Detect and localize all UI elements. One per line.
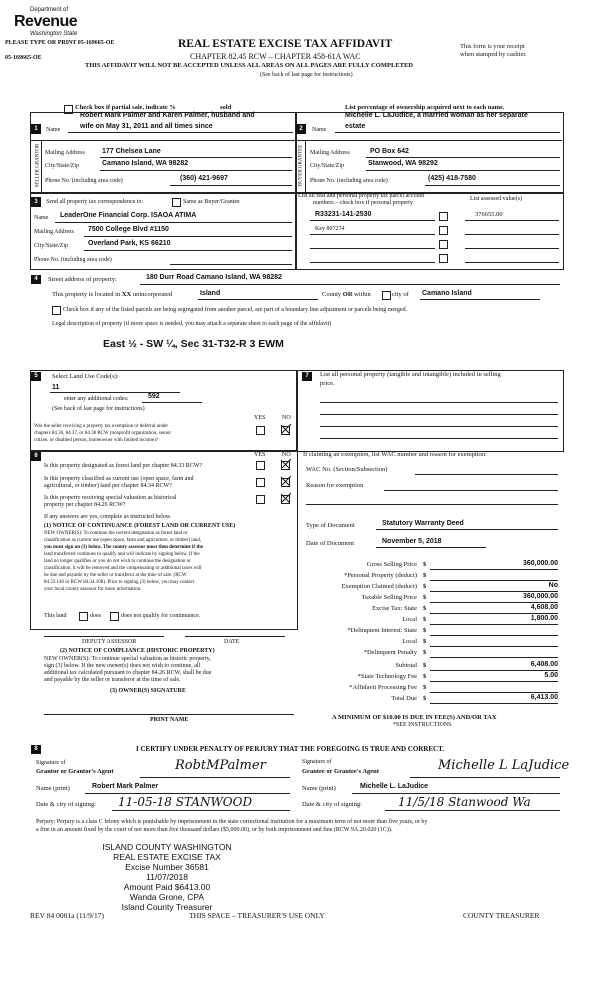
notice-2-line-2: sign (3) below. If the new owner(s) does not wish to continue, all — [44, 663, 201, 669]
minimum-fee-note: A MINIMUM OF $10.00 IS DUE IN FEE(S) AND/OR TAX — [332, 714, 497, 721]
personal-label-2: price. — [320, 380, 335, 387]
row-value: No — [548, 582, 558, 589]
row-currency: $ — [423, 627, 427, 634]
land-use-q1-no-checkbox[interactable] — [281, 426, 290, 435]
seller-name-label: Name — [46, 127, 61, 133]
grantee-signature: Michelle L LaJudice — [438, 758, 570, 773]
location-city: Camano Island — [422, 290, 472, 297]
grantee-sig-label-1: Signature of — [302, 759, 332, 765]
legal-desc-label: Legal description of property (if more space is needed, you may attach a separate sheet to each page of the affidavit) — [52, 321, 332, 327]
reason-label: Reason for exemption — [306, 482, 364, 489]
section-4-badge: 4 — [31, 275, 41, 284]
assessed-value: 376655.00 — [475, 211, 503, 218]
receipt-note-2: when stamped by cashier. — [460, 51, 527, 58]
city-of-label: city of — [392, 291, 409, 298]
row-currency: $ — [423, 695, 427, 702]
deputy-assessor-label: DEPUTY ASSESSOR — [82, 639, 137, 645]
row-currency: $ — [423, 572, 427, 579]
please-type-label: PLEASE TYPE OR PRINT 05-169665-OE — [5, 40, 115, 46]
checkmark-icon — [280, 458, 292, 470]
personal-property-section — [296, 370, 564, 452]
tax-mail-label: Mailing Address — [34, 229, 74, 235]
section-8-badge: 8 — [31, 745, 41, 754]
grantee-date-city: 11/5/18 Stanwood Wa — [398, 795, 531, 809]
same-as-buyer-checkbox[interactable] — [172, 198, 181, 207]
grantor-sig-label-1: Signature of — [36, 760, 66, 766]
receipt-note-1: This form is your receipt — [460, 43, 525, 50]
street-label: Street address of property: — [48, 276, 117, 283]
this-land-label: This land — [44, 613, 67, 619]
row-value: 360,000.00 — [522, 593, 558, 600]
section-2-badge: 2 — [296, 124, 306, 134]
row-value: 360,000.00 — [522, 560, 558, 567]
grantor-signature: RobtMPalmer — [175, 758, 266, 773]
personal-property-checkbox-4[interactable] — [439, 254, 448, 263]
personal-property-checkbox-1[interactable] — [439, 212, 448, 221]
forest-no: NO — [282, 452, 291, 458]
row-label: Exemption Claimed (deduct) — [341, 583, 417, 590]
grantor-date-label: Date & city of signing: — [36, 801, 96, 808]
row-value: 6,408.00 — [530, 661, 558, 668]
notice-1-line-1: NEW OWNER(S): To continue the current designation as forest land or — [44, 531, 188, 536]
notice-1-title: (1) NOTICE OF CONTINUANCE (FOREST LAND OR CURRENT USE) — [44, 523, 236, 529]
row-value: 5.00 — [544, 672, 558, 679]
land-not-qualify-checkbox[interactable] — [110, 612, 119, 621]
wac-label: WAC No. (Section/Subsection) — [306, 466, 388, 473]
segregate-checkbox[interactable] — [52, 306, 61, 315]
dept-of-label: Department of — [30, 7, 69, 13]
seller-mail-label: Mailing Address — [45, 150, 85, 156]
forest-yes: YES — [254, 452, 266, 458]
buyer-side-label: BUYER GRANTEE — [298, 144, 304, 187]
land-use-q1-c: citizen, or disabled person, homeowner with limited income)? — [34, 438, 158, 443]
land-use-yes: YES — [254, 415, 266, 421]
dept-revenue-logo: Revenue — [14, 13, 78, 30]
row-currency: $ — [423, 662, 427, 669]
dept-state-label: Washington State — [30, 31, 78, 37]
row-currency: $ — [423, 673, 427, 680]
doc-date: November 5, 2018 — [382, 538, 442, 545]
forest-q2-a: Is this property classified as current use (open space, farm and — [44, 476, 194, 482]
notice-1-line-4: land transferred continues to qualify and will indicate by signing below. If the — [44, 552, 200, 557]
land-use-q1-a: Was the seller receiving a property tax exemption or deferral under — [34, 424, 168, 429]
city-of-checkbox[interactable] — [382, 291, 391, 300]
seller-phone-label: Phone No. (including area code) — [45, 178, 123, 184]
row-label: *State Technology Fee — [357, 673, 417, 680]
personal-property-checkbox-2[interactable] — [439, 226, 448, 235]
checkmark-icon — [280, 492, 292, 504]
grantee-name-label: Name (print) — [302, 785, 336, 792]
form-title: REAL ESTATE EXCISE TAX AFFIDAVIT — [178, 38, 393, 50]
seller-side-label: SELLER GRANTOR — [35, 143, 41, 188]
forest-q3-b: property per chapter 84.26 RCW? — [44, 502, 126, 508]
notice-2-line-3: additional tax calculated pursuant to chapter 84.26 RCW, shall be due — [44, 670, 212, 676]
street-address: 180 Durr Road Camano Island, WA 98282 — [146, 274, 282, 281]
partial-sale-label: Check box if partial sale, indicate % — [75, 104, 176, 111]
buyer-city: Stanwood, WA 98292 — [368, 160, 438, 167]
parcel-key: Key 807274 — [315, 226, 345, 232]
row-value: 1,800.00 — [530, 615, 558, 622]
land-use-see: (See back of last page for instructions) — [52, 406, 145, 412]
notice-1-line-5: land no longer qualifies or you do not wish to continue the designation or — [44, 559, 191, 564]
seller-mail: 177 Chelsea Lane — [102, 148, 161, 155]
forest-q3-yes[interactable] — [256, 495, 265, 504]
form-revision: REV 84 0001a (11/9/17) — [30, 911, 104, 920]
see-back-note: (See back of last page for instructions) — [260, 72, 353, 78]
notice-1-line-8: 84.33.140 or RCW 84.34.108). Prior to signing (3) below, you may contact — [44, 580, 195, 585]
notice-1-line-9: your local county assessor for more information. — [44, 587, 142, 592]
grantee-sig-label-2: Grantee or Grantee's Agent — [302, 768, 379, 775]
land-use-code: 11 — [52, 384, 60, 391]
row-label: *Delinquent Penalty — [363, 649, 417, 656]
notice-2-title: (2) NOTICE OF COMPLIANCE (HISTORIC PROPERTY) — [60, 648, 215, 654]
notice-2-line-1: NEW OWNER(S): To continue special valuation as historic property, — [44, 656, 211, 662]
grantor-name-label: Name (print) — [36, 785, 70, 792]
grantee-date-label: Date & city of signing: — [302, 801, 362, 808]
assessed-header-1: List assessed value(s) — [470, 196, 522, 202]
stamp-line-3: Excise Number 36581 — [125, 862, 209, 872]
location-county: Island — [200, 290, 221, 297]
owner-signature-label: (3) OWNER(S) SIGNATURE — [110, 688, 186, 694]
grantor-date-city: 11-05-18 STANWOOD — [118, 795, 253, 809]
doc-type-label: Type of Document — [306, 522, 355, 529]
section-5-badge: 5 — [31, 372, 41, 381]
not-accepted-notice: THIS AFFIDAVIT WILL NOT BE ACCEPTED UNLESS ALL AREAS ON ALL PAGES ARE FULLY COMPLETED — [85, 62, 413, 69]
see-instructions-note: *SEE INSTRUCTIONS — [393, 722, 452, 728]
tax-phone-label: Phone No. (including area code) — [34, 257, 112, 263]
stamp-line-7: Island County Treasurer — [121, 902, 213, 912]
treasurer-use-only: THIS SPACE – TREASURER'S USE ONLY — [189, 911, 325, 920]
partial-sold-label: sold — [220, 104, 232, 111]
tax-city-label: City/State/Zip — [34, 243, 68, 249]
forest-if-yes: If any answers are yes, complete as instructed below. — [44, 514, 172, 520]
row-currency: $ — [423, 594, 427, 601]
land-use-label: Select Land Use Code(s): — [52, 373, 119, 380]
land-use-no: NO — [282, 415, 291, 421]
row-label: Excise Tax: State — [372, 605, 417, 612]
additional-codes-label: enter any additional codes: — [64, 396, 129, 402]
row-value: 6,413.00 — [530, 694, 558, 701]
row-currency: $ — [423, 649, 427, 656]
segregate-label: Check box if any of the listed parcels are being segregated from another parcel, are part of a boundary line adjustment or parcels being merged. — [63, 307, 408, 313]
buyer-mail: PO Box 642 — [370, 148, 409, 155]
row-label: Subtotal — [395, 662, 417, 669]
row-currency: $ — [423, 638, 427, 645]
row-label: Total Due — [391, 695, 417, 702]
personal-property-checkbox-3[interactable] — [439, 240, 448, 249]
notice-1-line-3: you must sign on (3) below. The county assessor must then determine if the — [44, 545, 203, 550]
buyer-mail-label: Mailing Address — [310, 150, 350, 156]
forest-q3-a: Is this property receiving special valuation as historical — [44, 495, 177, 501]
row-currency: $ — [423, 583, 427, 590]
exemption-label: If claiming an exemption, list WAC number and reason for exemption: — [303, 451, 487, 458]
buyer-phone: (425) 418-7580 — [428, 175, 476, 182]
tax-mail: 7500 College Blvd #1150 — [88, 226, 169, 233]
seller-name-line-2: wife on May 31, 2011 and all times since — [80, 123, 213, 130]
section-3-badge: 3 — [31, 197, 41, 207]
print-name-label: PRINT NAME — [150, 717, 189, 723]
land-use-q1-b: chapters 84.36, 84.37, or 84.38 RCW (nonprofit organization, senior — [34, 431, 172, 436]
forest-q2-no[interactable] — [281, 478, 290, 487]
seller-city: Camano Island, WA 98282 — [102, 160, 189, 167]
forest-q1-yes[interactable] — [256, 461, 265, 470]
tax-name: LeaderOne Financial Corp. ISAOA ATIMA — [60, 212, 197, 219]
row-currency: $ — [423, 561, 427, 568]
seller-name-line-1: Robert Mark Palmer and Karen Palmer, husband and — [80, 112, 255, 119]
doc-type: Statutory Warranty Deed — [382, 520, 464, 527]
treasurer-stamp — [92, 842, 242, 912]
forest-q3-no[interactable] — [281, 495, 290, 504]
forest-q1: Is this property designated as forest land per chapter 84.33 RCW? — [44, 463, 203, 469]
grantor-name: Robert Mark Palmer — [92, 783, 159, 790]
tax-name-label: Name — [34, 215, 49, 221]
stamp-line-1: ISLAND COUNTY WASHINGTON — [102, 842, 232, 852]
buyer-phone-label: Phone No. (including area code) — [310, 178, 388, 184]
checkmark-icon — [280, 475, 292, 487]
row-currency: $ — [423, 684, 427, 691]
row-value: 4,608.00 — [530, 604, 558, 611]
row-label: Gross Selling Price — [366, 561, 417, 568]
buyer-name-label: Name — [312, 127, 327, 133]
same-as-buyer-label: Same as Buyer/Grantee — [183, 199, 240, 205]
section-1-badge: 1 — [31, 124, 41, 134]
row-label: *Delinquent Interest: State — [347, 627, 417, 634]
tax-city: Overland Park, KS 66210 — [88, 240, 171, 247]
certify-statement: I CERTIFY UNDER PENALTY OF PERJURY THAT THE FOREGOING IS TRUE AND CORRECT. — [136, 745, 445, 753]
grantor-sig-label-2: Grantor or Grantor's Agent — [36, 768, 114, 775]
stamp-line-5: Amount Paid $6413.00 — [123, 882, 211, 892]
buyer-name-line-2: estate — [345, 123, 366, 130]
stamp-line-2: REAL ESTATE EXCISE TAX — [113, 852, 221, 862]
forest-q2-b: agricultural, or timber) land per chapter 84.34 RCW? — [44, 483, 172, 489]
grantee-name: Michelle L. LaJudice — [360, 783, 429, 790]
notice-1-line-2: classification as current use (open space, farm and agriculture, or timber) land, — [44, 538, 202, 543]
buyer-name-line-1: Michelle L. LaJudice, a married woman as her separate — [345, 112, 528, 119]
section-6-badge: 6 — [31, 452, 41, 461]
stamp-line-4: 11/07/2018 — [146, 872, 188, 882]
row-label: *Affidavit Processing Fee — [349, 684, 417, 691]
section-7-badge: 7 — [302, 372, 312, 381]
row-label: *Personal Property (deduct) — [344, 572, 417, 579]
parcel-header-1: List all real and personal property tax parcel account — [298, 193, 425, 199]
stamp-line-6: Wanda Grone, CPA — [129, 892, 205, 902]
notice-1-line-7: be due and payable by the seller or transferor at the time of sale. (RCW — [44, 573, 187, 578]
row-currency: $ — [423, 605, 427, 612]
legal-description: East ½ - SW ¼, Sec 31-T32-R 3 EWM — [103, 338, 284, 350]
perjury-line-1: Perjury: Perjury is a class C felony which is punishable by imprisonment in the state correctional institution for a maximum term of not more than five years, or by — [36, 819, 428, 825]
row-currency: $ — [423, 616, 427, 623]
seller-city-label: City/State/Zip — [45, 163, 79, 169]
county-treasurer-label: COUNTY TREASURER — [463, 911, 540, 920]
row-label: Taxable Selling Price — [361, 594, 417, 601]
doc-date-label: Date of Document — [306, 540, 355, 547]
assessor-date-label: DATE — [224, 639, 240, 645]
parcel-number: R33231-141-2530 — [315, 211, 372, 218]
located-label: This property is located in XX unincorporated — [52, 291, 173, 298]
row-label: Local — [402, 616, 417, 623]
notice-1-line-6: classification, it will be removed and the compensating or additional taxes will — [44, 566, 202, 571]
excise-number-b: 05-169665-OE — [5, 55, 42, 61]
forest-q2-yes[interactable] — [256, 478, 265, 487]
seller-phone: (360) 421-9697 — [180, 175, 228, 182]
parcel-header-2: numbers – check box if personal property — [313, 200, 413, 206]
perjury-line-2: a fine in an amount fixed by the court of not more than five thousand dollars ($5,000.00), or by both imprisonment and fine (RCW 9A.20.020 (1C)). — [36, 827, 393, 833]
buyer-city-label: City/State/Zip — [310, 163, 344, 169]
ownership-label: List percentage of ownership acquired next to each name. — [345, 104, 505, 111]
tax-corr-label: Send all property tax correspondence to: — [46, 199, 144, 205]
notice-2-line-4: and payable by the seller or transferor at the time of sale. — [44, 677, 181, 683]
personal-label-1: List all personal property (tangible and intangible) included in selling — [320, 371, 501, 378]
row-label: Local — [402, 638, 417, 645]
additional-code: 592 — [148, 393, 160, 400]
land-use-q1-yes-checkbox[interactable] — [256, 426, 265, 435]
land-not-qualify-label: does not qualify for continuance. — [121, 613, 201, 619]
forest-q1-no[interactable] — [281, 461, 290, 470]
checkmark-icon — [280, 423, 292, 435]
land-does-label: does — [90, 613, 101, 619]
land-does-checkbox[interactable] — [79, 612, 88, 621]
county-label: County OR within — [322, 291, 371, 298]
form-chapter: CHAPTER 82.45 RCW – CHAPTER 458-61A WAC — [190, 52, 361, 61]
